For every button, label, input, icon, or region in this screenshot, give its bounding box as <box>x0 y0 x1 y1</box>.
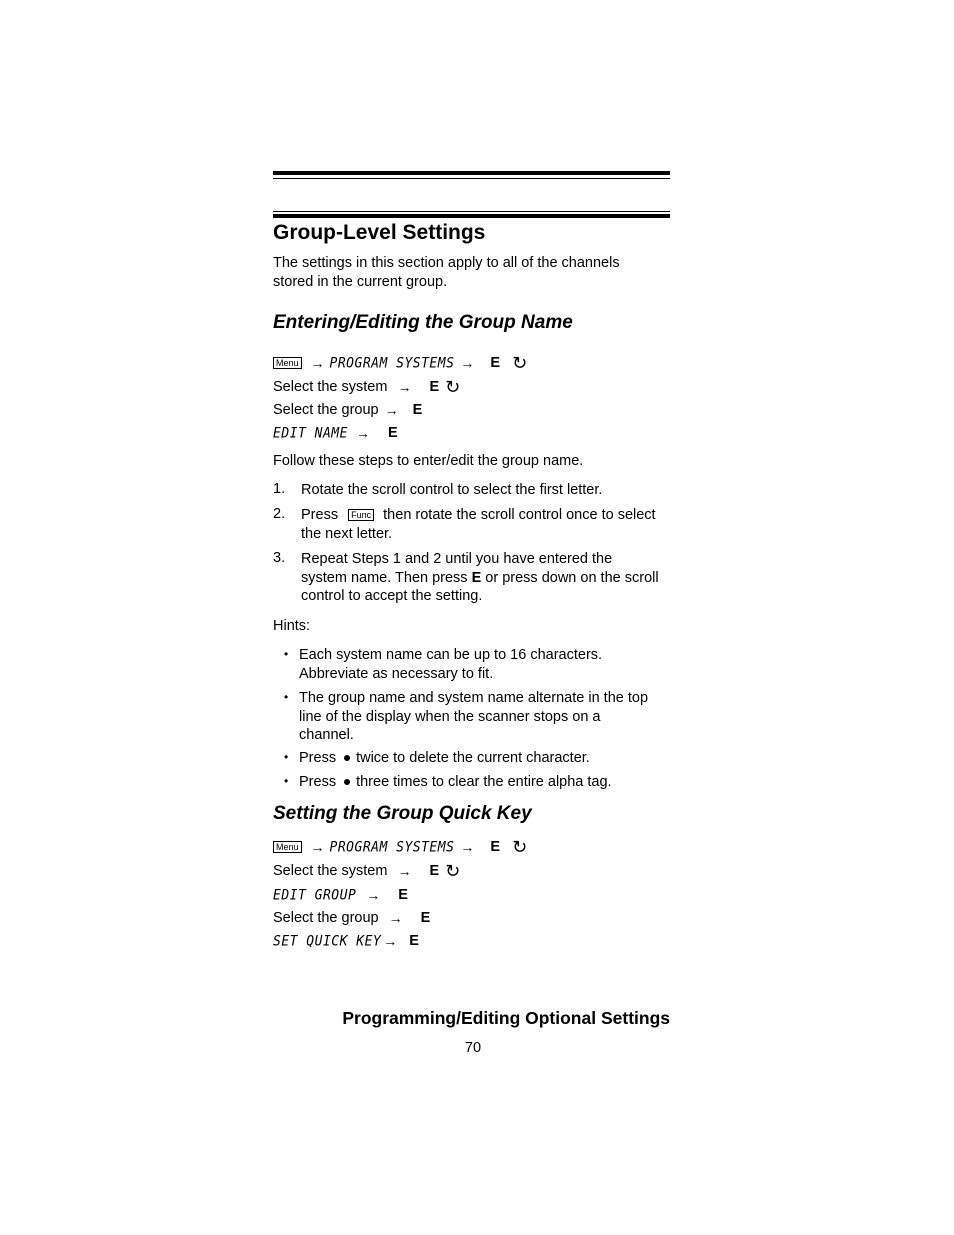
select-group-text: Select the group <box>273 909 379 926</box>
footer-title: Programming/Editing Optional Settings <box>342 1008 670 1028</box>
arrow-icon: → <box>397 378 412 395</box>
e-key: E <box>429 378 440 395</box>
name-heading: Entering/Editing the Group Name <box>273 312 573 333</box>
e-key: E <box>490 355 501 371</box>
press-text: Press <box>301 507 339 523</box>
qk-path-line-set-quick-key <box>273 931 419 951</box>
arrow-icon: → <box>384 401 399 418</box>
rotate-icon: ↻ <box>445 377 461 397</box>
hint-text: three times to clear the entire alpha tag. <box>356 774 612 790</box>
select-system-text: Select the system <box>273 862 388 879</box>
rotate-icon: ↻ <box>512 353 528 373</box>
lcd-set-quick-key: SET QUICK KEY <box>273 932 382 950</box>
step-text <box>301 506 661 543</box>
path-line-edit-name <box>273 423 398 443</box>
lcd-program-systems: PROGRAM SYSTEMS <box>329 838 455 856</box>
arrow-icon: → <box>397 862 412 879</box>
e-key: E <box>409 933 419 949</box>
hints-label: Hints: <box>273 618 311 634</box>
e-key: E <box>387 425 398 441</box>
top-rule-thick <box>273 171 670 175</box>
bullet: • <box>284 774 289 788</box>
e-key: E <box>429 862 440 879</box>
select-group-text: Select the group <box>273 401 379 418</box>
path-line-menu <box>273 353 527 373</box>
lcd-edit-group: EDIT GROUP <box>273 886 357 904</box>
follow-text: Follow these steps to enter/edit the group name. <box>273 453 584 469</box>
page-number: 70 <box>464 1040 482 1056</box>
hint-item <box>299 773 659 792</box>
rotate-icon: ↻ <box>512 837 528 857</box>
quick-key-heading: Setting the Group Quick Key <box>273 803 532 824</box>
arrow-icon: → <box>366 887 381 903</box>
path-line-select-system <box>273 377 460 397</box>
step-3-text-b: or press down on the scroll control to accept the setting. <box>301 569 659 604</box>
arrow-icon: → <box>310 839 325 855</box>
bullet: • <box>284 647 289 661</box>
select-system-text: Select the system <box>273 378 388 395</box>
press-text: Press <box>299 774 337 790</box>
qk-path-line-select-system <box>273 861 460 881</box>
e-key: E <box>398 887 408 903</box>
e-key: E <box>420 909 431 926</box>
section-rule-thin <box>273 211 670 212</box>
arrow-icon: → <box>383 933 398 949</box>
hint-item: The group name and system name alternate in the top line of the display when the scanner stops on a channel. <box>299 690 649 743</box>
lcd-program-systems: PROGRAM SYSTEMS <box>329 354 455 372</box>
arrow-icon: → <box>460 839 475 855</box>
qk-path-line-edit-group <box>273 885 408 905</box>
e-key: E <box>490 839 501 855</box>
hint-item <box>299 749 659 768</box>
top-rule-thin <box>273 178 670 179</box>
dot-key-icon <box>344 755 350 761</box>
rotate-icon: ↻ <box>445 861 461 881</box>
section-intro: The settings in this section apply to all of the channels stored in the current group. <box>273 255 620 290</box>
bullet: • <box>284 690 289 704</box>
arrow-icon: → <box>355 425 370 441</box>
menu-key: Menu <box>273 357 302 369</box>
step-2-text: then rotate the scroll control once to select the next letter. <box>301 507 656 542</box>
arrow-icon: → <box>460 355 475 371</box>
path-line-select-group <box>273 400 422 420</box>
qk-path-line-select-group <box>273 908 430 928</box>
hint-text: twice to delete the current character. <box>356 750 590 766</box>
step-number: 1. <box>273 481 286 497</box>
step-text: Rotate the scroll control to select the first letter. <box>301 482 603 498</box>
arrow-icon: → <box>310 355 325 371</box>
arrow-icon: → <box>388 909 403 926</box>
dot-key-icon <box>344 779 350 785</box>
press-text: Press <box>299 750 337 766</box>
section-rule-thick <box>273 214 670 218</box>
lcd-edit-name: EDIT NAME <box>273 424 348 442</box>
func-key: Func <box>348 509 374 521</box>
step-number: 2. <box>273 506 286 522</box>
menu-key: Menu <box>273 841 302 853</box>
step-text <box>301 550 661 606</box>
hint-item: Each system name can be up to 16 characters. Abbreviate as necessary to fit. <box>299 647 603 682</box>
step-number: 3. <box>273 550 286 566</box>
bullet: • <box>284 750 289 764</box>
step-3-text-a: Repeat Steps 1 and 2 until you have entered the system name. Then press <box>301 551 613 586</box>
e-key: E <box>412 401 423 418</box>
section-title: Group-Level Settings <box>273 221 486 244</box>
qk-path-line-menu <box>273 837 527 857</box>
e-key-inline: E <box>471 569 482 586</box>
